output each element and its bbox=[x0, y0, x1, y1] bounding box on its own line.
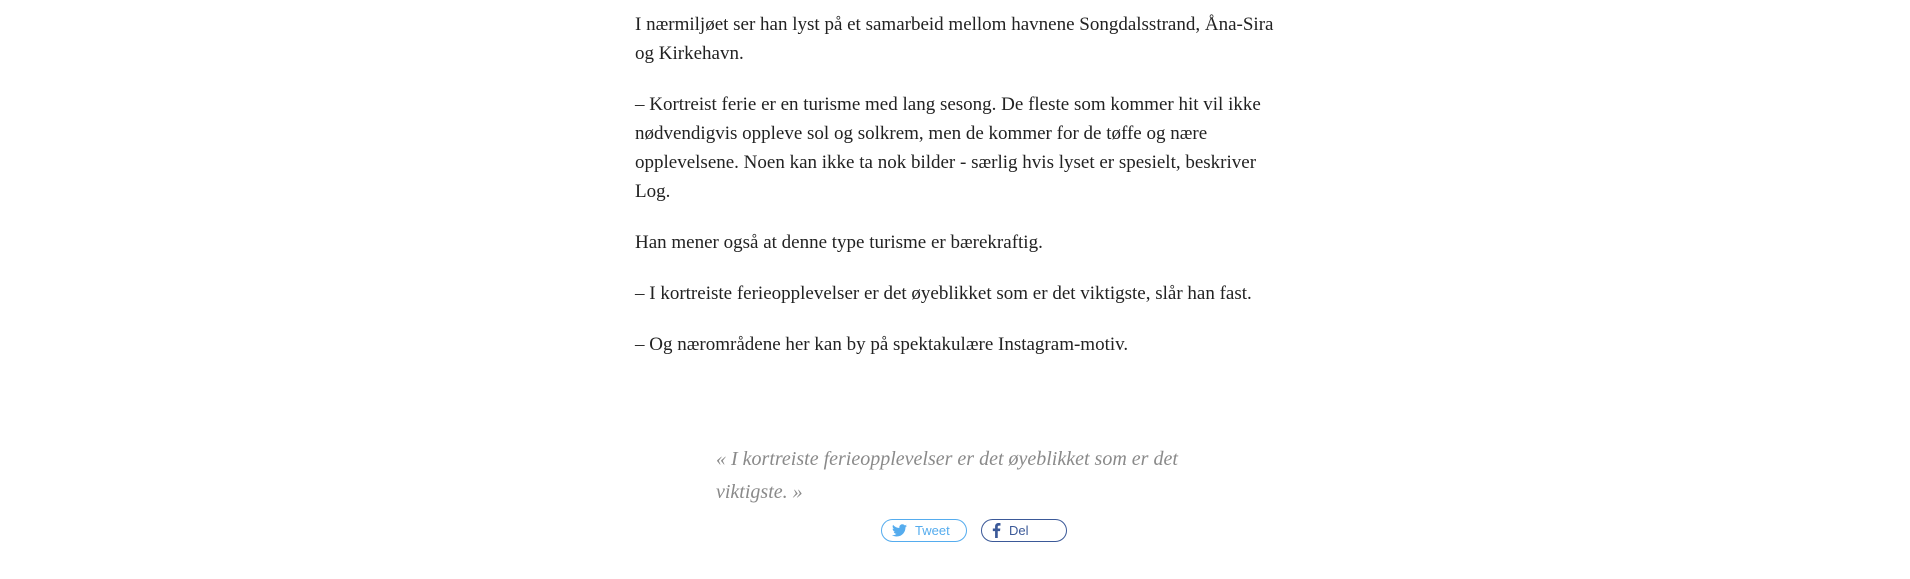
facebook-share-label: Del bbox=[1009, 523, 1029, 538]
facebook-f-icon bbox=[992, 523, 1001, 538]
tweet-button[interactable] bbox=[881, 519, 967, 542]
article-paragraph: Han mener også at denne type turisme er bærekraftig. bbox=[635, 232, 1043, 253]
article-body bbox=[635, 10, 1275, 381]
article-paragraph: I nærmiljøet ser han lyst på et samarbeid mellom havnene Songdalsstrand, Åna-Sira og Kirkehavn. bbox=[635, 14, 1274, 64]
pull-quote: « I kortreiste ferieopplevelser er det øyeblikket som er det viktigste. » bbox=[716, 448, 1178, 503]
article-paragraph: – Og nærområdene her kan by på spektakulære Instagram-motiv. bbox=[635, 334, 1129, 355]
share-buttons bbox=[881, 519, 1067, 542]
twitter-bird-icon bbox=[892, 524, 907, 537]
facebook-share-button[interactable] bbox=[981, 519, 1067, 542]
tweet-label: Tweet bbox=[915, 523, 950, 538]
article-paragraph: – I kortreiste ferieopplevelser er det øyeblikket som er det viktigste, slår han fast. bbox=[635, 283, 1252, 304]
article-paragraph: – Kortreist ferie er en turisme med lang sesong. De fleste som kommer hit vil ikke nødvendigvis oppleve sol og solkrem, men de kommer for de tøffe og nære opplevelsene. Noen kan ikke ta nok bilder - særlig hvis lyset er spesielt, beskriver Log. bbox=[635, 94, 1261, 202]
